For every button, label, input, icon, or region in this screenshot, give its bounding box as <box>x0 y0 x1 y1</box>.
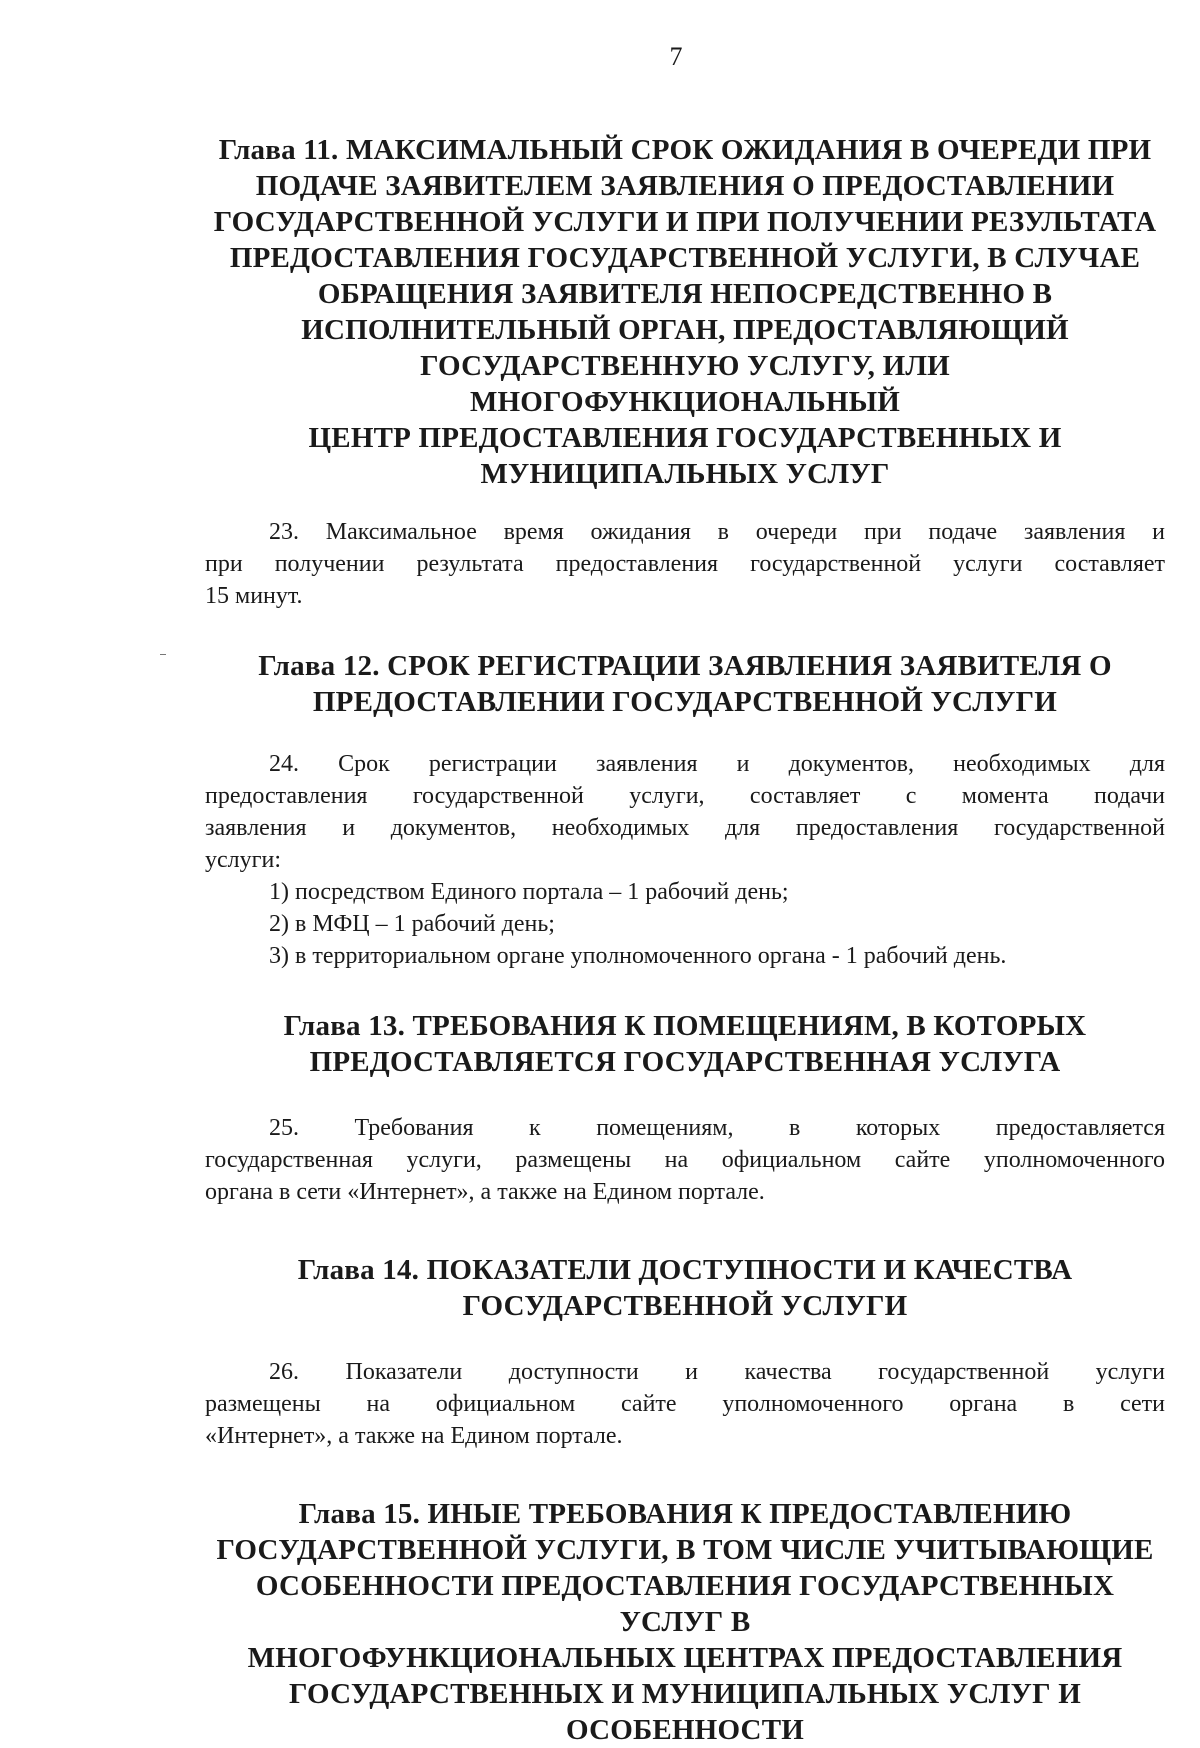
paragraph-line: 25. Требования к помещениям, в которых предоставляется <box>269 1115 1165 1141</box>
paragraph-line: при получении результата предоставления государственной услуги составляет <box>205 551 1165 577</box>
heading-line: Глава 13. ТРЕБОВАНИЯ К ПОМЕЩЕНИЯМ, В КОТОРЫХ <box>283 1010 1087 1042</box>
heading-line: Глава 11. МАКСИМАЛЬНЫЙ СРОК ОЖИДАНИЯ В ОЧЕРЕДИ ПРИ <box>218 134 1152 166</box>
heading-line: МНОГОФУНКЦИОНАЛЬНЫХ ЦЕНТРАХ ПРЕДОСТАВЛЕНИЯ <box>247 1642 1123 1674</box>
heading-line: ОСОБЕННОСТИ ПРЕДОСТАВЛЕНИЯ ГОСУДАРСТВЕННЫХ УСЛУГ В <box>255 1570 1115 1638</box>
heading-line: Глава 15. ИНЫЕ ТРЕБОВАНИЯ К ПРЕДОСТАВЛЕНИЮ <box>298 1498 1072 1530</box>
paragraph-line: государственная услуги, размещены на официальном сайте уполномоченного <box>205 1147 1165 1173</box>
paragraph-23 <box>205 516 1165 612</box>
chapter-12-heading <box>205 648 1165 720</box>
paragraph-line: 15 минут. <box>205 583 303 609</box>
page-number: 7 <box>669 42 683 71</box>
paragraph-line: 24. Срок регистрации заявления и документов, необходимых для <box>269 751 1165 777</box>
heading-line: ПРЕДОСТАВЛЕНИЯ ГОСУДАРСТВЕННОЙ УСЛУГИ, В СЛУЧАЕ <box>229 242 1141 274</box>
heading-line: ГОСУДАРСТВЕННЫХ И МУНИЦИПАЛЬНЫХ УСЛУГ И ОСОБЕННОСТИ <box>289 1678 1081 1746</box>
paragraph-line: «Интернет», а также на Едином портале. <box>205 1423 623 1449</box>
list-item: 2) в МФЦ – 1 рабочий день; <box>269 911 555 937</box>
list-item: 1) посредством Единого портала – 1 рабочий день; <box>269 879 789 905</box>
paragraph-line: 26. Показатели доступности и качества государственной услуги <box>269 1359 1165 1385</box>
heading-line: ПРЕДОСТАВЛЕНИИ ГОСУДАРСТВЕННОЙ УСЛУГИ <box>312 686 1058 718</box>
heading-line: ИСПОЛНИТЕЛЬНЫЙ ОРГАН, ПРЕДОСТАВЛЯЮЩИЙ <box>301 314 1069 346</box>
chapter-15-heading <box>205 1496 1165 1748</box>
paragraph-line: услуги: <box>205 847 281 873</box>
paragraph-line: размещены на официальном сайте уполномоченного органа в сети <box>205 1391 1165 1417</box>
heading-line: ПОДАЧЕ ЗАЯВИТЕЛЕМ ЗАЯВЛЕНИЯ О ПРЕДОСТАВЛЕНИИ <box>255 170 1115 202</box>
paragraph-line: предоставления государственной услуги, составляет с момента подачи <box>205 783 1165 809</box>
heading-line: ГОСУДАРСТВЕННУЮ УСЛУГУ, ИЛИ МНОГОФУНКЦИОНАЛЬНЫЙ <box>420 350 950 418</box>
chapter-14-heading <box>205 1252 1165 1324</box>
list-item: 3) в территориальном органе уполномоченного органа - 1 рабочий день. <box>269 943 1007 969</box>
chapter-11-heading <box>205 132 1165 492</box>
heading-line: ОБРАЩЕНИЯ ЗАЯВИТЕЛЯ НЕПОСРЕДСТВЕННО В <box>317 278 1053 310</box>
heading-line: МУНИЦИПАЛЬНЫХ УСЛУГ <box>480 458 890 490</box>
chapter-13-heading <box>205 1008 1165 1080</box>
paragraph-25 <box>205 1112 1165 1208</box>
scan-mark <box>160 654 166 655</box>
paragraph-line: органа в сети «Интернет», а также на Едином портале. <box>205 1179 765 1205</box>
heading-line: ПРЕДОСТАВЛЯЕТСЯ ГОСУДАРСТВЕННАЯ УСЛУГА <box>309 1046 1061 1078</box>
heading-line: Глава 12. СРОК РЕГИСТРАЦИИ ЗАЯВЛЕНИЯ ЗАЯВИТЕЛЯ О <box>258 650 1112 682</box>
paragraph-line: 23. Максимальное время ожидания в очереди при подаче заявления и <box>269 519 1165 545</box>
heading-line: ГОСУДАРСТВЕННОЙ УСЛУГИ, В ТОМ ЧИСЛЕ УЧИТЫВАЮЩИЕ <box>216 1534 1154 1566</box>
document-body <box>205 132 1165 1748</box>
heading-line: ЦЕНТР ПРЕДОСТАВЛЕНИЯ ГОСУДАРСТВЕННЫХ И <box>308 422 1062 454</box>
heading-line: ГОСУДАРСТВЕННОЙ УСЛУГИ <box>462 1290 908 1322</box>
heading-line: ГОСУДАРСТВЕННОЙ УСЛУГИ И ПРИ ПОЛУЧЕНИИ РЕЗУЛЬТАТА <box>213 206 1157 238</box>
paragraph-line: заявления и документов, необходимых для предоставления государственной <box>205 815 1165 841</box>
heading-line: Глава 14. ПОКАЗАТЕЛИ ДОСТУПНОСТИ И КАЧЕСТВА <box>297 1254 1073 1286</box>
paragraph-24 <box>205 748 1165 972</box>
paragraph-26 <box>205 1356 1165 1452</box>
